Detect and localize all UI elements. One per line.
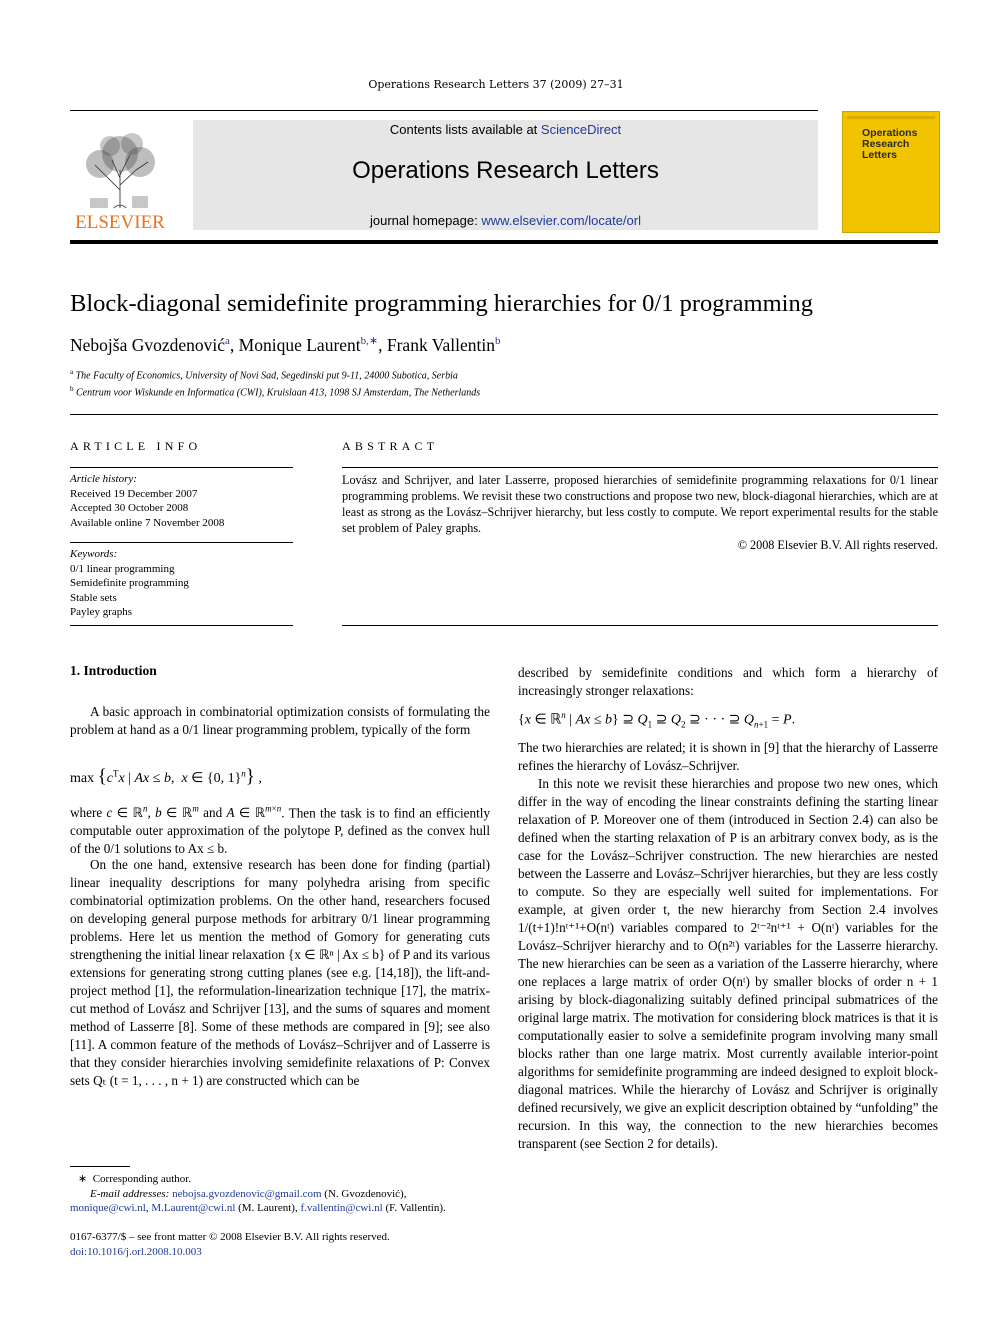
keywords-rule [70,542,293,543]
keyword: 0/1 linear programming [70,562,175,575]
formula-max: $\max \{c^Tx$ | Ax ≤ b, x ∈ {0, 1}$^n$} , [70,766,262,787]
paper-title: Block-diagonal semidefinite programming hierarchies for 0/1 programming [70,290,813,317]
history-received: Received 19 December 2007 [70,487,198,500]
author-name: Nebojša Gvozdenović [70,334,226,355]
keyword: Payley graphs [70,606,133,618]
journal-title: Operations Research Letters [352,157,659,184]
title-block-rule [70,414,938,415]
header-top-rule [70,110,818,111]
email-owner: (F. Vallentin). [382,1202,446,1214]
intro-paragraph-1: A basic approach in combinatorial optimization consists of formulating the problem at hand as a 0/1 linear programming problem, typically of the form [70,704,490,737]
author-affiliation-ref[interactable]: b [494,335,501,347]
homepage-link[interactable]: www.elsevier.com/locate/orl [481,213,641,228]
email-link[interactable]: monique@cwi.nl [70,1202,146,1214]
elsevier-tree-icon [70,120,170,232]
article-info-bottom-rule [70,625,293,626]
email-sep: , [145,1202,152,1214]
where-clause-suffix: . Then the task is to find an efficiently computable outer approximation of the polytope P, defined as the convex hull of the 0/1 solutions to Ax ≤ b. [70,805,491,857]
right-paragraph-3: In this note we revisit these hierarchies and propose two new ones, which differ in the way of encoding the linear constraints defining the starting linear relaxation of P. Moreover one of them (introduced in Section 2.4) can also be defined when the starting relaxation of P is an arbitrary convex body, as is the case for the Lovász–Schrijver construction. The new hierarchies are nested between the Lasserre and Lovász–Schrijver hierarchies, but they are less costly to compute. So they are especially well suited for implementations. For example, at given order t, the new hierarchy from Section 2.4 involves 1/(t+1)!nᵗ⁺¹+O(nᵗ) variables compared to 2ᵗ⁻²nᵗ⁺¹ + O(nᵗ) variables for the Lovász–Schrijver hierarchy and to O(n²ᵗ) variables for the Lasserre hierarchy. The new hierarchies can be seen as a variation of the Lasserre hierarchy, where one replaces a large matrix of order O(nᵗ) by smaller blocks of order n + 1 arising by block-diagonalizing suitably defined principal submatrices of the original large matrix. The motivation for considering block matrices is that it is computationally easier to solve a semidefinite program involving many small blocks rather than one large matrix. Most currently available interior-point algorithms for semidefinite programming are indeed designed to exploit block-diagonal matrices. While the hierarchy of Lovász and Schrijver is originally defined recursively, we give an explicit description obtained by “unfolding” the recursion. In this way, the connection to the new hierarchies becomes transparent (see Section 2 for details). [518,776,938,1151]
homepage-prefix: journal homepage: [370,213,482,228]
issn-line: 0167-6377/$ – see front matter © 2008 Elsevier B.V. All rights reserved. [70,1231,390,1243]
author-list: Nebojša Gvozdenović$^a$, Monique Laurent$^{b,∗}$, Frank Vallentin$^b$ [70,334,501,355]
abstract-copyright: © 2008 Elsevier B.V. All rights reserved. [737,538,938,552]
corresponding-author: Corresponding author. [92,1173,192,1185]
right-paragraph-1: described by semidefinite conditions and which form a hierarchy of increasingly stronger relaxations: [518,665,938,698]
affiliation-text: The Faculty of Economics, University of Novi Sad, Segedinski put 9-11, 24000 Subotica, Serbia [75,370,458,382]
abstract-rule [342,467,938,468]
history-accepted: Accepted 30 October 2008 [70,502,189,514]
elsevier-wordmark: ELSEVIER [75,212,165,232]
email-link[interactable]: nebojsa.gvozdenovic@gmail.com [172,1187,322,1200]
footnote-rule [70,1166,130,1167]
intro-paragraph-3: On the one hand, extensive research has been done for finding (partial) linear inequality descriptions for many polyhedra arising from specific combinatorial optimization problems. On the other hand, researchers focused on developing general purpose methods for arbitrary 0/1 linear programming problems. Here let us mention the method of Gomory for generating cuts strengthening the initial linear relaxation {x ∈ ℝⁿ | Ax ≤ b} of P and its various extensions for generating strong cutting planes (see e.g. [14,18]), the lift-and-project method [1], the reformulation-linearization technique [17], the matrix-cut method of Lovász and Schrijver [13], and the sums of squares and moment method of Lasserre [8]. Some of these methods are compared in [9]; see also [11]. A common feature of the methods of Lovász–Schrijver and of Lasserre is that they consider hierarchies involving semidefinite relaxations of P: Convex sets Qₜ (t = 1, . . . , n + 1) are constructed which can be [70,857,490,1088]
sciencedirect-link[interactable]: ScienceDirect [540,122,622,137]
author-affiliation-ref[interactable]: b,∗ [360,335,379,347]
header-bottom-rule [70,240,938,244]
keywords [70,547,293,620]
author-affiliation-ref[interactable]: a [225,335,230,347]
email-owner: (M. Laurent), [235,1202,301,1214]
formula-hierarchy: {x ∈ ℝ$^n$ | Ax ≤ b} ⊇ $Q_1$ ⊇ $Q_2$ ⊇ · · · ⊇ $Q_{n+1} = P$. [518,710,796,730]
contents-line [193,122,818,137]
email-owner: (N. Gvozdenović), [321,1187,407,1200]
contents-prefix: Contents lists available at [389,122,541,137]
history-online: Available online 7 November 2008 [70,516,225,529]
email-label: E-mail addresses: [90,1187,173,1200]
email-link[interactable]: M.Laurent@cwi.nl [151,1202,236,1214]
affiliation-text: Centrum voor Wiskunde en Informatica (CWI), Kruislaan 413, 1098 SJ Amsterdam, The Netherlands [76,387,481,399]
abstract-text: Lovász and Schrijver, and later Lasserre, proposed hierarchies of semidefinite programming relaxations for 0/1 linear programming problems. We revisit these two constructions and propose two new, block-diagonal hierarchies, which are at least as strong as the Lovász–Schrijver hierarchy, but less costly to compute. We report experimental results for the stable set problem of Paley graphs. [342,473,938,535]
intro-paragraph-2 [70,800,490,858]
article-info-heading: ARTICLE INFO [70,439,202,453]
article-info-rule [70,467,293,468]
abstract-heading: ABSTRACT [342,439,439,453]
right-paragraph-2: The two hierarchies are related; it is shown in [9] that the hierarchy of Lasserre refines the hierarchy of Lovász–Schrijver. [518,740,938,773]
section-heading-introduction: 1. Introduction [70,663,157,678]
elsevier-logo [70,120,170,232]
homepage-line [193,213,818,228]
footnote-star: ∗ [78,1173,88,1185]
journal-citation: Operations Research Letters 37 (2009) 27–31 [368,78,624,91]
keyword: Semidefinite programming [70,577,189,589]
keywords-label: Keywords: [70,548,118,560]
author-name: Frank Vallentin [386,334,495,355]
doi-link[interactable]: doi:10.1016/j.orl.2008.10.003 [70,1246,202,1258]
affiliation [70,368,458,381]
affiliation-marker: a [70,368,74,376]
email-link[interactable]: f.vallentin@cwi.nl [300,1202,383,1214]
affiliation [70,385,480,398]
footnote [70,1172,490,1216]
where-clause: where c ∈ ℝ$^n$, b ∈ ℝ$^m$ and A ∈ ℝ$^{m\times n}$ [70,804,282,821]
cover-title: Operations Research Letters [862,127,918,161]
history-label: Article history: [70,473,137,485]
article-history [70,472,293,530]
abstract-bottom-rule [342,625,938,626]
affiliation-marker: b [70,385,74,393]
author-name: Monique Laurent [238,334,361,355]
keyword: Stable sets [70,591,117,604]
